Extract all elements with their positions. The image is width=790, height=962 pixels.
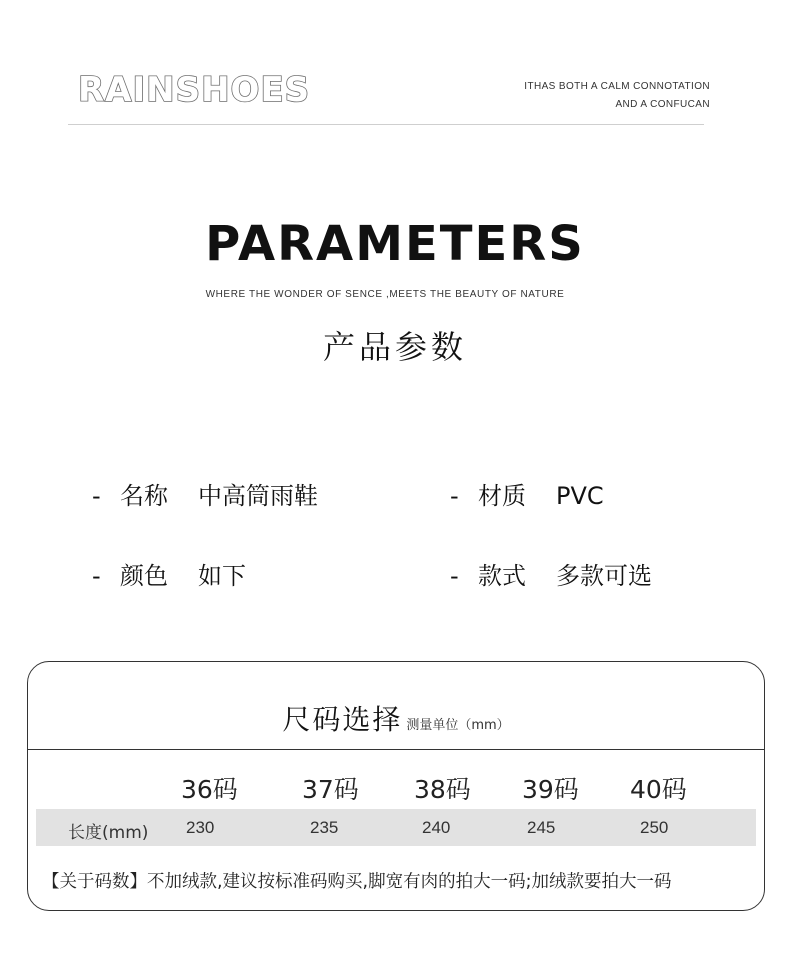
size-chart-title-main: 尺码选择 [282,703,403,736]
param-name [92,476,318,511]
size-chart-unit: 测量单位（mm） [406,718,510,733]
length-row-label: 长度(mm) [68,823,149,843]
size-header-36: 36码 [181,775,238,804]
length-value-37: 235 [310,818,339,837]
param-key: 名称 [120,482,168,510]
size-header-39: 39码 [522,775,579,804]
section-title: PARAMETERS [205,216,585,272]
param-dash: - [92,482,101,510]
size-note: 【关于码数】不加绒款,建议按标准码购买,脚宽有肉的拍大一码;加绒款要拍大一码 [42,872,672,892]
param-key: 材质 [478,482,526,510]
tagline-line-2: AND A CONFUCAN [615,99,710,110]
size-chart-divider [28,749,764,750]
length-value-38: 240 [422,818,451,837]
size-header-37: 37码 [302,775,359,804]
param-value: PVC [556,482,604,510]
length-value-39: 245 [527,818,556,837]
size-chart-title [28,698,764,738]
length-value-40: 250 [640,818,669,837]
param-dash: - [450,562,459,590]
param-style [450,556,652,591]
section-subtitle-cn: 产品参数 [322,328,467,366]
param-dash: - [92,562,101,590]
brand-logo: RAINSHOES [78,70,311,110]
param-value: 如下 [198,562,246,590]
size-header-40: 40码 [630,775,687,804]
length-value-36: 230 [186,818,215,837]
param-color [92,556,246,591]
param-value: 多款可选 [556,562,652,590]
param-material [450,476,604,511]
param-key: 颜色 [120,562,168,590]
tagline-line-1: ITHAS BOTH A CALM CONNOTATION [524,81,710,92]
param-value: 中高筒雨鞋 [198,482,318,510]
section-subtitle-en: WHERE THE WONDER OF SENCE ,MEETS THE BEAUTY OF NATURE [205,289,565,300]
size-header-38: 38码 [414,775,471,804]
brand-tagline [524,78,710,114]
header-divider [68,124,704,125]
size-chart-card [27,661,765,911]
param-dash: - [450,482,459,510]
param-key: 款式 [478,562,526,590]
